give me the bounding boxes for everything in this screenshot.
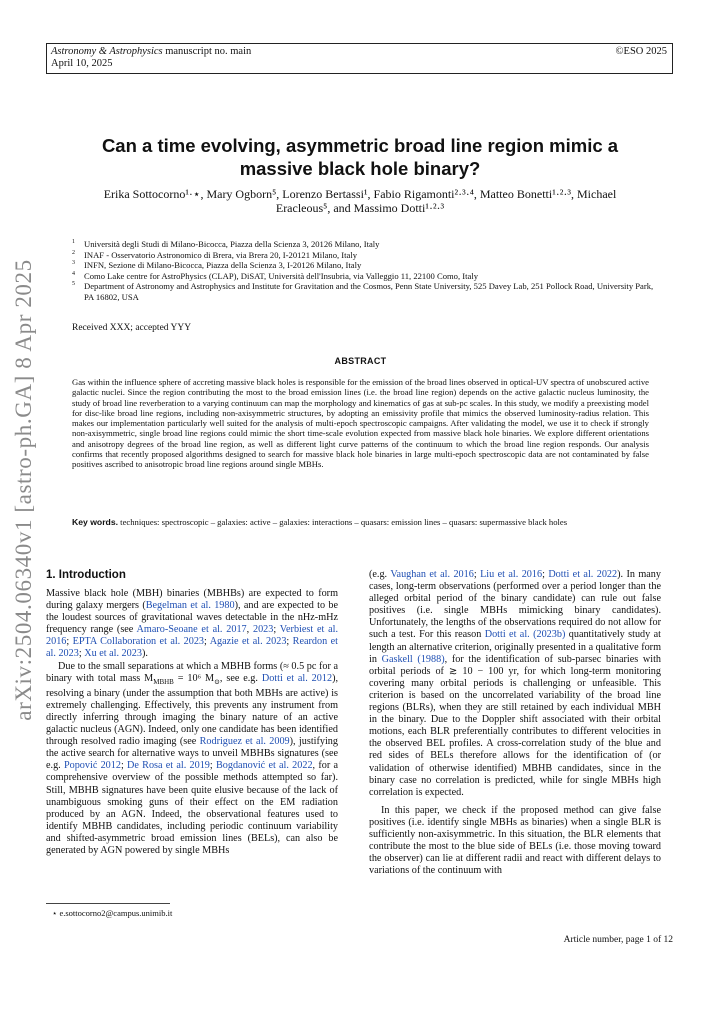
intro-paragraph-4: In this paper, we check if the proposed method can give false positives (i.e. identify single MBHs as binaries) when a single BLR is sufficiently non-axisymmetric. In this situation, the BLR elements that contribute the most to the blue side of BELs (i.e. those moving toward the observer) can lie at different radii and react with different delays to variations of the continuum with <box>369 804 661 877</box>
header-date: April 10, 2025 <box>51 58 113 69</box>
authors-line-2: Eracleous⁵, and Massimo Dotti¹·²·³ <box>275 201 445 215</box>
affiliation-text: Department of Astronomy and Astrophysics and Institute for Gravitation and the Cosmos, Penn State University, 525 Davey Lab, 251 Pollock Road, University Park, PA 16802, USA <box>84 281 654 302</box>
citation-link[interactable]: Xu et al. 2023 <box>84 648 142 660</box>
manuscript-label: manuscript no. main <box>162 46 252 57</box>
text-run: , for a comprehensive overview of the possible methods attempted so far). Still, MBHB signatures have been quite elusive because of the lack of unambiguous smoking guns of their effect on the EM radiation produced by an AGN. Indeed, the observational features used to identify MBHB candidates, including periodic continuum variability and shifted-asymmetric broad emission lines (BELs), can also be generated by AGN powered by single MBHs <box>46 760 338 856</box>
citation-link[interactable]: EPTA Collaboration et al. 2023 <box>72 636 205 648</box>
text-run: ; <box>120 760 128 772</box>
affiliation-number: 1 <box>72 239 75 245</box>
text-run: ), and are expected to be the loudest sources of gravitational waves detectable in the nHz-mHz frequency range (see <box>46 600 338 636</box>
text-run: quantitatively study at length an alternative criterion, originally presented in a qualitative form in <box>369 629 661 665</box>
page-number: Article number, page 1 of 12 <box>563 935 673 945</box>
header-left <box>51 46 251 70</box>
subscript: MBHB <box>153 677 174 686</box>
text-run: (e.g. <box>369 569 391 580</box>
citation-link[interactable]: De Rosa et al. 2019 <box>127 760 210 772</box>
affiliations <box>72 239 657 303</box>
affiliation-item <box>72 239 657 250</box>
text-run: ; <box>273 624 280 636</box>
text-run: ; <box>204 636 210 648</box>
solar-symbol: ⊙ <box>214 677 220 686</box>
affiliation-number: 2 <box>72 249 75 256</box>
text-run: ; <box>473 569 481 580</box>
authors-line-1: Erika Sottocorno¹·⋆, Mary Ogborn⁵, Lorenzo Bertassi¹, Fabio Rigamonti²·³·⁴, Matteo Bonetti¹·²·³, Michael <box>103 187 617 201</box>
affiliation-number: 5 <box>72 281 75 288</box>
affiliation-number: 3 <box>72 260 75 267</box>
title-line-2: massive black hole binary? <box>239 158 481 179</box>
text-run: Due to the small separations at which a MBHB forms (≈ 0.5 pc for a binary with total mass M <box>46 660 338 684</box>
affiliation-text: Università degli Studi di Milano-Bicocca, Piazza della Scienza 3, 20126 Milano, Italy <box>84 239 380 249</box>
citation-link[interactable]: Agazie et al. 2023 <box>209 636 287 648</box>
affiliation-text: INFN, Sezione di Milano-Bicocca, Piazza della Scienza 3, I-20126 Milano, Italy <box>84 260 362 271</box>
text-run: ), justifying the active search for alternative ways to unveil MBHBs signatures (see e.g. <box>46 736 338 772</box>
text-run: ; <box>286 636 293 648</box>
author-list <box>70 187 650 215</box>
right-column <box>369 569 661 877</box>
text-run: Massive black hole (MBH) binaries (MBHBs) are expected to form during galaxy mergers ( <box>46 588 338 612</box>
abstract-heading: ABSTRACT <box>334 356 387 366</box>
arxiv-stamp-text: arXiv:2504.06340v1 [astro-ph.GA] 8 Apr 2025 <box>11 259 36 721</box>
text-run: ; <box>78 648 85 660</box>
section-heading-introduction: 1. Introduction <box>46 569 126 581</box>
text-run: ). <box>141 648 148 660</box>
intro-paragraph-3 <box>369 569 661 799</box>
citation-link[interactable]: Gaskell (1988) <box>381 653 445 665</box>
intro-paragraph-2 <box>46 661 338 858</box>
paper-title <box>70 134 650 180</box>
keywords <box>72 517 649 527</box>
left-column <box>46 588 338 857</box>
intro-paragraph-1 <box>46 588 338 661</box>
affiliation-text: INAF - Osservatorio Astronomico di Brera, via Brera 20, I-20121 Milano, Italy <box>84 249 358 260</box>
affiliation-item <box>72 250 657 261</box>
affiliation-item <box>72 271 657 282</box>
text-run: , <box>246 624 253 636</box>
citation-link[interactable]: Amaro-Seoane et al. 2017 <box>136 624 247 636</box>
text-run: , see e.g. <box>219 672 262 684</box>
citation-link[interactable]: Verbiest et al. 2016 <box>46 624 339 648</box>
affiliation-item <box>72 260 657 271</box>
citation-link[interactable]: Dotti et al. 2022 <box>548 569 618 580</box>
running-header <box>46 43 673 74</box>
citation-link[interactable]: Rodriguez et al. 2009 <box>199 736 290 748</box>
keywords-list: techniques: spectroscopic – galaxies: active – galaxies: interactions – quasars: emission lines – quasars: supermassive black holes <box>120 517 568 527</box>
citation-link[interactable]: Dotti et al. (2023b) <box>484 629 566 641</box>
citation-link[interactable]: Vaughan et al. 2016 <box>390 569 474 580</box>
citation-link[interactable]: Bogdanović et al. 2022 <box>215 760 313 772</box>
abstract-text: Gas within the influence sphere of accreting massive black holes is responsible for the emission of the broad lines observed in optical-UV spectra of unobscured active galactic nuclei. Since the region contributing the most to the broad emission lines (i.e. the broad line region) depends on the active galactic nucleus luminosity, the study of broad line reverberation to a varying continuum can map the morphology and kinematics of gas at sub-pc scales. In this study, we modify a preexisting model for disc-like broad line regions, including non-axisymmetric structures, by adopting an emissivity profile that mimics the observed luminosity-radius relation. This makes our implementation particularly well suited for the analysis of multi-epoch spectroscopic campaigns. After validating the model, we use it to check if strongly non-axisymmetric, single broad line regions could mimic the short time-scale evolution expected from massive black hole binaries. We explore different orientations and anisotropy degrees of the broad line region, as well as different light curve patterns of the continuum to which the broad line region responds. Our analysis confirms that recently proposed algorithms designed to search for massive black hole binaries in large multi-epoch spectroscopic data are not contaminated by false positives ascribed to anisotropic broad line regions around single MBHs. <box>72 377 649 470</box>
affiliation-number: 4 <box>72 270 75 277</box>
text-run: ), resolving a binary (under the assumption that both MBHs are active) is extremely challenging. Effectively, this prevents any instrument from directly inferring through imaging the binary nature of an active galactic nucleus (AGN). Indeed, only one candidate has been identified through resolved radio imaging (see <box>46 672 339 748</box>
journal-name: Astronomy & Astrophysics <box>51 46 163 57</box>
citation-link[interactable]: Begelman et al. 1980 <box>145 600 235 612</box>
affiliation-text: Como Lake centre for AstroPhysics (CLAP), DiSAT, Università dell'Insubria, via Valleggio 11, 22100 Como, Italy <box>84 270 479 281</box>
text-run: ). In many cases, long-term observations (performed over a period longer than the alleged orbital period of the binary candidate) can rule out false positives (i.e. single MBHs mimicking binary candidates). Unfortunately, the lengths of the observations required do not allow for such a test. For this reason <box>369 569 661 641</box>
copyright: ©ESO 2025 <box>615 46 667 57</box>
title-line-1: Can a time evolving, asymmetric broad line region mimic a <box>101 135 619 156</box>
affiliation-item <box>72 281 657 302</box>
citation-link[interactable]: Reardon et al. 2023 <box>46 636 338 660</box>
text-run: ; <box>66 636 73 648</box>
footnote-email: ⋆ e.sottocorno2@campus.unimib.it <box>52 908 173 918</box>
received-line: Received XXX; accepted YYY <box>72 323 192 333</box>
footnote-rule <box>46 903 170 904</box>
citation-link[interactable]: 2023 <box>252 624 274 636</box>
citation-link[interactable]: Dotti et al. 2012 <box>261 672 333 684</box>
citation-link[interactable]: Popović 2012 <box>63 760 121 772</box>
keywords-label: Key words. <box>72 517 119 527</box>
text-run: ; <box>542 569 549 580</box>
arxiv-stamp <box>8 259 40 721</box>
text-run: , for the identification of sub-parsec binaries with orbital periods of ≳ 10 − 100 yr, for which long-term monitoring covering many orbital periods is challenging or unfeasible. This criterion is based on the uncorrelated variability of the broad line regions (BLRs), when they are still retained by each individual MBH in the binary. Due to the Doppler shift associated with their orbital motions, each BLR preferentially contributes to different velocities in the observed BEL profiles. A cross-correlation study of the blue and red sides of BELs therefore allows for the identification of (or validation of otherwise identified) MBHB candidates, since in the binary case no correlation is predicted, while for single MBHs high correlation is expected. <box>369 653 661 798</box>
citation-link[interactable]: Liu et al. 2016 <box>480 569 543 580</box>
text-run: ; <box>209 760 216 772</box>
text-run: = 10⁶ M <box>173 672 215 684</box>
